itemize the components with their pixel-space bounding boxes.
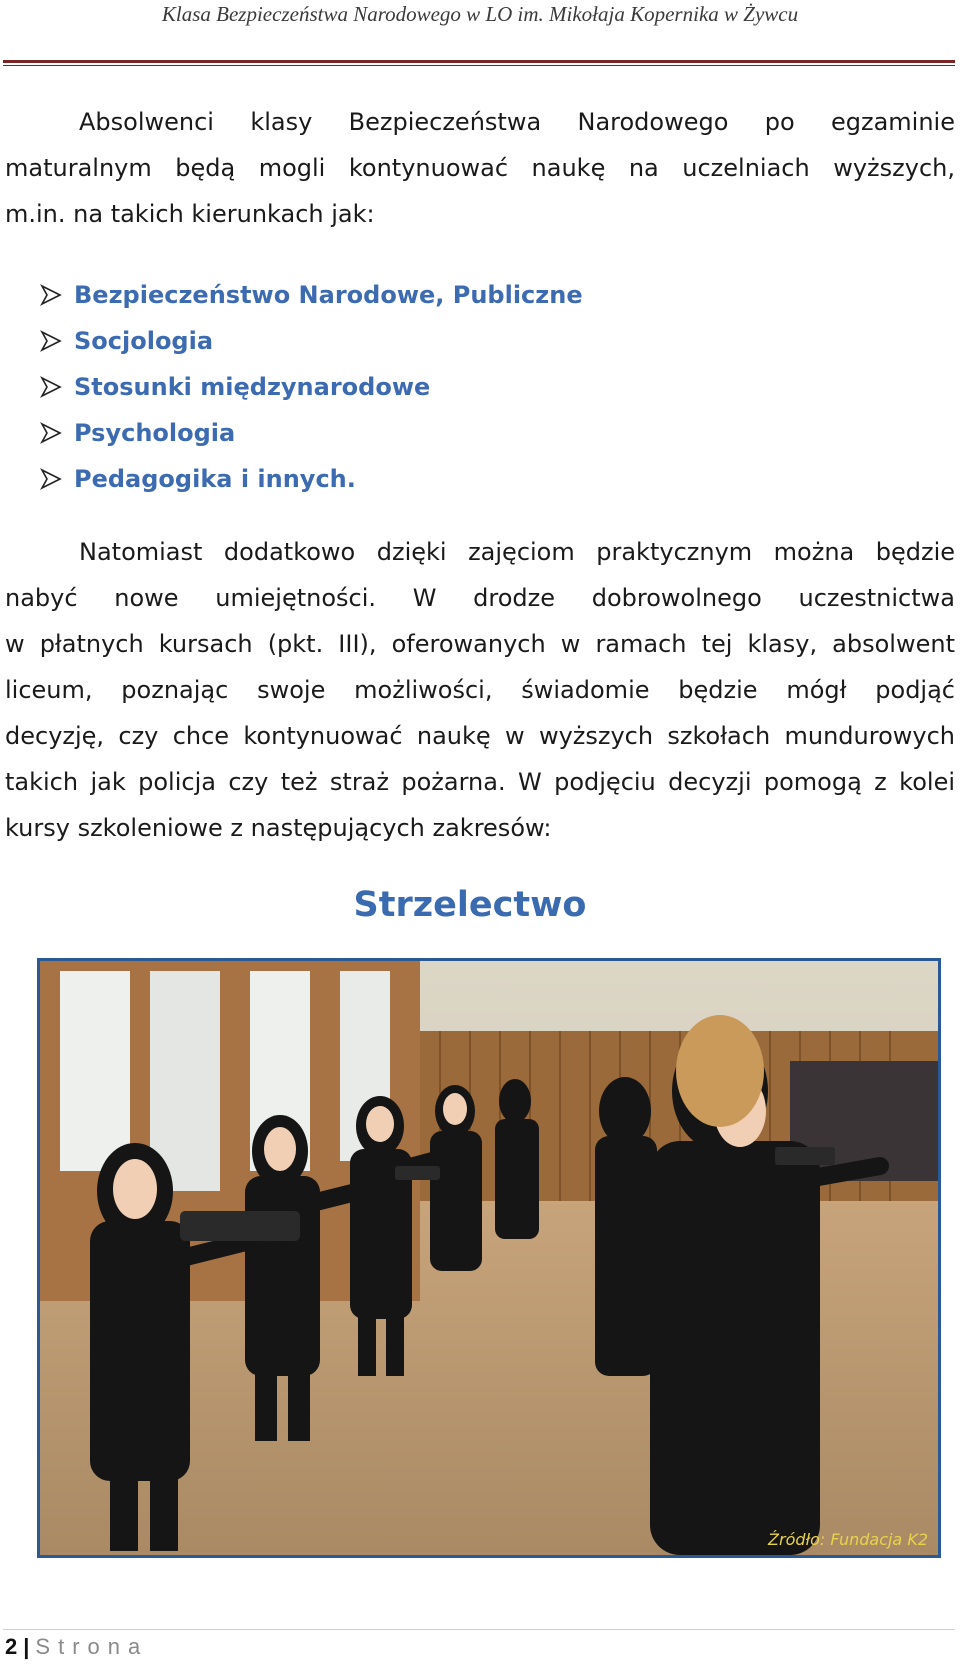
intro-line: m.in. na takich kierunkach jak: — [5, 200, 375, 228]
list-item — [40, 364, 940, 410]
study-fields-list — [40, 272, 940, 502]
arrowhead-bullet-icon — [40, 466, 74, 492]
body-line: kursy szkoleniowe z następujących zakresów: — [5, 814, 552, 842]
arrowhead-bullet-icon — [40, 420, 74, 446]
arrowhead-bullet-icon — [40, 282, 74, 308]
list-item-label: Psychologia — [74, 419, 236, 447]
body-line: liceum, poznając swoje możliwości, świadomie będzie mógł podjąć — [5, 676, 955, 704]
body-line: takich jak policja czy też straż pożarna. W podjęciu decyzji pomogą z kolei — [5, 768, 955, 796]
arrowhead-bullet-icon — [40, 374, 74, 400]
body-line: decyzję, czy chce kontynuować naukę w wyższych szkołach mundurowych — [5, 722, 955, 750]
body-line: w płatnych kursach (pkt. III), oferowanych w ramach tej klasy, absolwent — [5, 630, 955, 658]
body-paragraph — [5, 529, 955, 851]
photo-caption: Źródło: Fundacja K2 — [768, 1530, 928, 1549]
intro-line: maturalnym będą mogli kontynuować naukę na uczelniach wyższych, — [5, 154, 955, 182]
header-rule-thin — [3, 65, 955, 66]
page-word: Strona — [35, 1634, 149, 1659]
list-item-label: Stosunki międzynarodowe — [74, 373, 431, 401]
footer-rule — [3, 1629, 955, 1630]
page-footer — [5, 1633, 148, 1661]
photo-illustration — [40, 961, 938, 1555]
list-item — [40, 272, 940, 318]
list-item-label: Socjologia — [74, 327, 214, 355]
list-item-label: Bezpieczeństwo Narodowe, Publiczne — [74, 281, 583, 309]
arrowhead-bullet-icon — [40, 328, 74, 354]
footer-separator: | — [23, 1634, 30, 1659]
page-number: 2 — [5, 1634, 18, 1659]
intro-paragraph — [5, 99, 955, 237]
page-header: Klasa Bezpieczeństwa Narodowego w LO im. Mikołaja Kopernika w Żywcu — [161, 2, 799, 26]
shooting-training-photo — [37, 958, 941, 1558]
body-line: Natomiast dodatkowo dzięki zajęciom praktycznym można będzie — [79, 538, 955, 566]
header-rule-thick — [3, 60, 955, 63]
list-item — [40, 318, 940, 364]
body-line: nabyć nowe umiejętności. W drodze dobrowolnego uczestnictwa — [5, 584, 955, 612]
list-item-label: Pedagogika i innych. — [74, 465, 356, 493]
intro-line: Absolwenci klasy Bezpieczeństwa Narodowego po egzaminie — [79, 108, 955, 136]
section-heading: Strzelectwo — [353, 885, 587, 925]
list-item — [40, 410, 940, 456]
list-item — [40, 456, 940, 502]
